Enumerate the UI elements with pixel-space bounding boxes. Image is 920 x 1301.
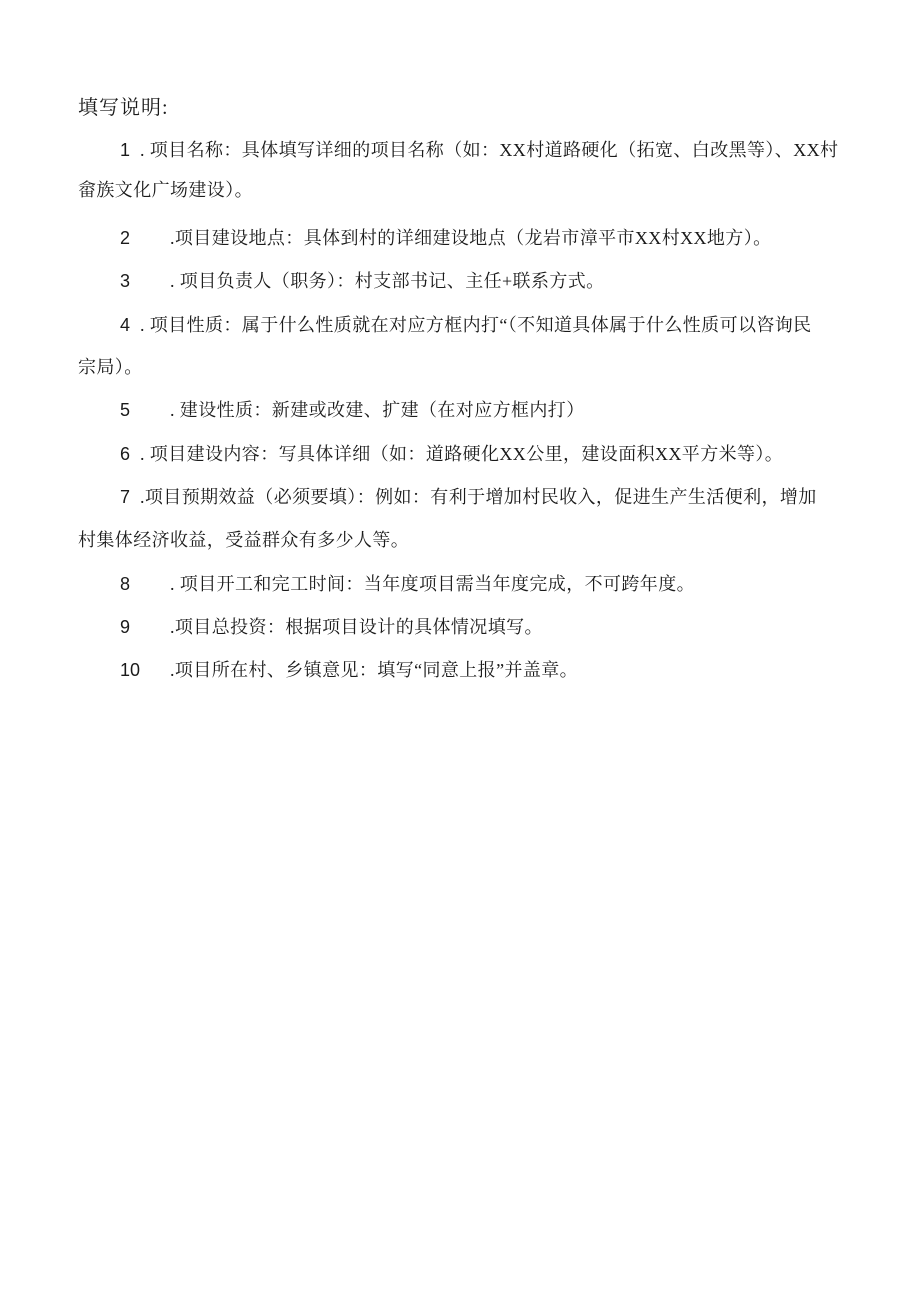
item-text: . 建设性质：新建或改建、扩建（在对应方框内打） <box>170 400 585 420</box>
item-number: 8 <box>120 574 131 594</box>
item-number: 10 <box>120 660 141 680</box>
item-text-continuation: 畲族文化广场建设）。 <box>78 180 253 200</box>
item-number: 2 <box>120 228 131 248</box>
item-text: .项目建设地点：具体到村的详细建设地点（龙岩市漳平市XX村XX地方）。 <box>170 228 772 248</box>
item-number: 3 <box>120 271 131 291</box>
instructions-title: 填写说明: <box>78 97 169 119</box>
item-number: 9 <box>120 617 131 637</box>
item-text: . 项目名称：具体填写详细的项目名称（如：XX村道路硬化（拓宽、白改黑等）、XX村 <box>140 140 839 160</box>
item-text: .项目所在村、乡镇意见：填写“同意上报”并盖章。 <box>170 660 579 680</box>
item-text-continuation: 村集体经济收益，受益群众有多少人等。 <box>78 530 410 550</box>
item-number: 1 <box>120 140 131 160</box>
item-text: . 项目负责人（职务）：村支部书记、主任+联系方式。 <box>170 271 605 291</box>
item-text: .项目总投资：根据项目设计的具体情况填写。 <box>170 617 543 637</box>
item-number: 6 <box>120 444 131 464</box>
item-text: . 项目建设内容：写具体详细（如：道路硬化XX公里，建设面积XX平方米等）。 <box>140 444 784 464</box>
item-number: 4 <box>120 315 131 335</box>
item-text: .项目预期效益（必须要填）：例如：有利于增加村民收入，促进生产生活便利，增加 <box>140 487 817 507</box>
item-number: 7 <box>120 487 131 507</box>
item-text: . 项目开工和完工时间：当年度项目需当年度完成，不可跨年度。 <box>170 574 695 594</box>
item-text: . 项目性质：属于什么性质就在对应方框内打“（不知道具体属于什么性质可以咨询民 <box>140 315 812 335</box>
item-number: 5 <box>120 400 131 420</box>
item-text-continuation: 宗局）。 <box>78 357 143 377</box>
